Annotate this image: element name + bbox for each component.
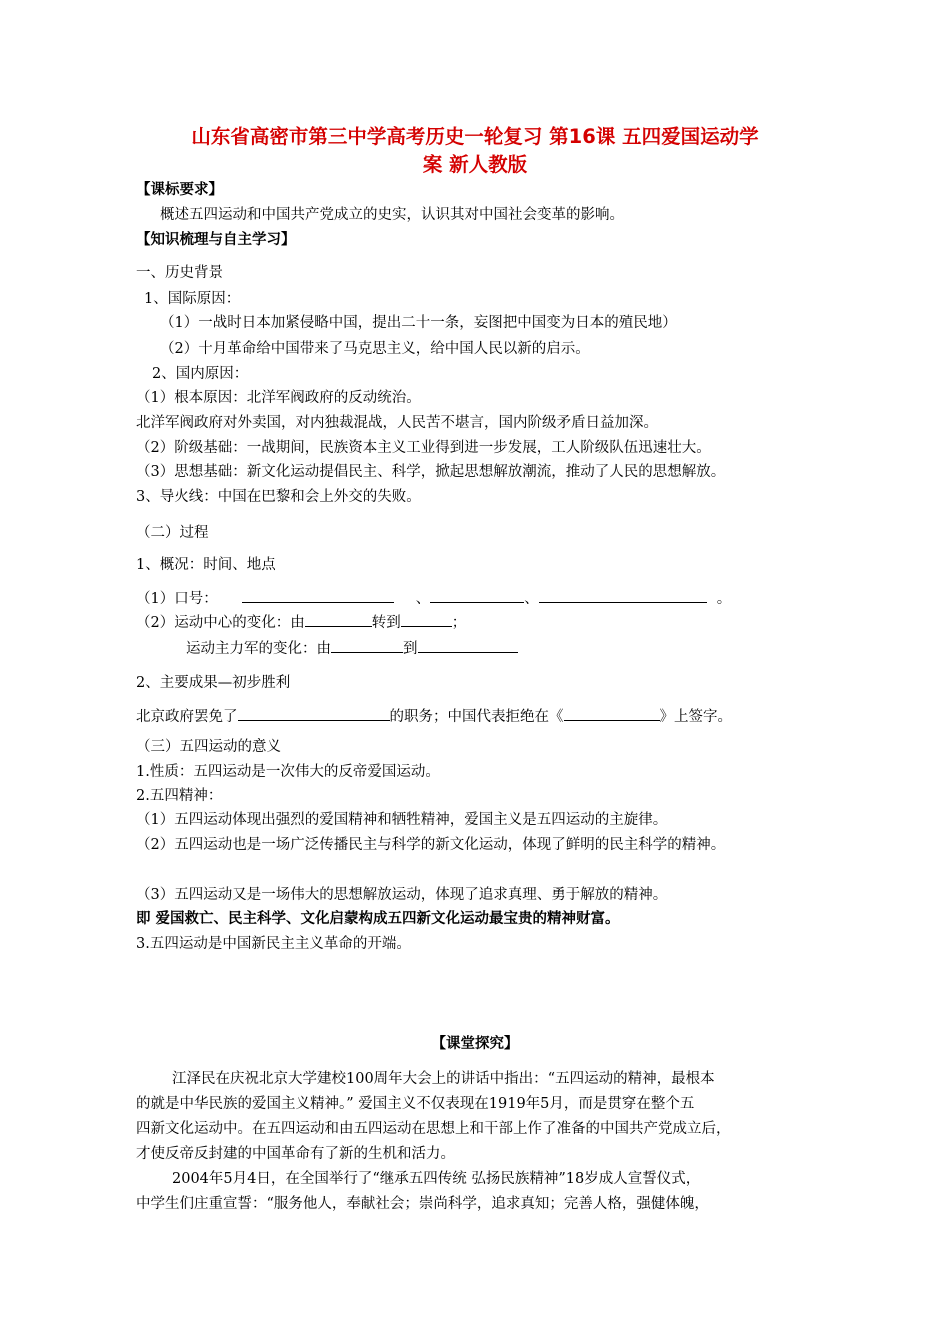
center-blank-2[interactable] [401,612,452,627]
para2-line-1: 2004年5月4日，在全国举行了“继承五四传统 弘扬民族精神”18岁成人宣誓仪式， [172,1171,701,1187]
meaning-title: （三）五四运动的意义 [136,739,281,755]
result-text-c: 》上签字。 [659,709,732,725]
para1-line-1: 江泽民在庆祝北京大学建校100周年大会上的讲话中指出：“五四运动的精神，最根本 [172,1071,715,1087]
spirit-bold-summary: 即 爱国救亡、民主科学、文化启蒙构成五四新文化运动最宝贵的精神财富。 [136,910,620,927]
slogan-sep-1: 、 [415,591,431,607]
center-end: ； [451,615,467,631]
center-change-row [136,612,466,633]
overview-text: 1、概况：时间、地点 [136,557,276,573]
intl-reason-1: （1）一战时日本加紧侵略中国，提出二十一条，妄图把中国变为日本的殖民地） [160,315,677,331]
explore-header: 【课堂探究】 [431,1035,519,1052]
para1-line-3: 四新文化运动中。在五四运动和由五四运动在思想上和干部上作了准备的中国共产党成立后， [136,1121,731,1137]
intl-reason-title: 1、国际原因： [144,291,241,307]
domestic-reason-title: 2、国内原因： [152,366,249,382]
center-to: 转到 [371,615,401,631]
spirit-3: （3）五四运动又是一场伟大的思想解放运动，体现了追求真理、勇于解放的精神。 [136,887,668,903]
slogan-row [136,588,731,609]
slogan-label: （1）口号： [136,591,218,607]
study-header: 【知识梳理与自主学习】 [136,231,296,248]
standard-text: 概述五四运动和中国共产党成立的史实，认识其对中国社会变革的影响。 [160,207,624,223]
center-label: （2）运动中心的变化：由 [136,615,305,631]
result-text-b: 的职务；中国代表拒绝在《 [389,709,564,725]
result-blank-2[interactable] [564,706,660,721]
domestic-reason-2: （2）阶级基础：一战期间，民族资本主义工业得到进一步发展，工人阶级队伍迅速壮大。 [136,440,711,456]
spirit-2: （2）五四运动也是一场广泛传播民主与科学的新文化运动，体现了鲜明的民主科学的精神。 [136,837,726,853]
force-label: 运动主力军的变化：由 [186,641,331,657]
slogan-end: 。 [716,591,732,607]
force-to: 到 [403,641,418,657]
title-line-1: 山东省高密市第三中学高考历史一轮复习 第16课 五四爱国运动学 [191,125,759,148]
para1-line-2: 的就是中华民族的爱国主义精神。” 爱国主义不仅表现在1919年5月，而是贯穿在整个五 [136,1096,695,1112]
result-row [136,706,732,727]
domestic-reason-3: （3）思想基础：新文化运动提倡民主、科学，掀起思想解放潮流，推动了人民的思想解放。 [136,464,726,480]
domestic-reason-1b: 北洋军阀政府对外卖国，对内独裁混战，人民苦不堪言，国内阶级矛盾日益加深。 [136,415,658,431]
force-change-row [186,638,518,659]
fuse-text: 3、导火线：中国在巴黎和会上外交的失败。 [136,489,421,505]
spirit-1: （1）五四运动体现出强烈的爱国精神和牺牲精神，爱国主义是五四运动的主旋律。 [136,812,668,828]
process-title: （二）过程 [136,525,209,541]
start-text: 3.五四运动是中国新民主主义革命的开端。 [136,936,411,952]
result-text-a: 北京政府罢免了 [136,709,238,725]
title-line-2: 案 新人教版 [422,153,528,176]
para2-line-2: 中学生们庄重宣誓：“服务他人，奉献社会；崇尚科学，追求真知；完善人格，强健体魄， [136,1196,709,1212]
intl-reason-2: （2）十月革命给中国带来了马克思主义，给中国人民以新的启示。 [160,341,590,357]
standard-header: 【课标要求】 [136,181,223,198]
center-blank-1[interactable] [305,612,372,627]
document-title [120,123,830,179]
result-blank-1[interactable] [238,706,390,721]
result-title: 2、主要成果—初步胜利 [136,675,291,691]
slogan-sep-2: 、 [524,591,539,607]
spirit-title: 2.五四精神： [136,788,223,804]
para1-line-4: 才使反帝反封建的中国革命有了新的生机和活力。 [136,1146,455,1162]
slogan-blank-3[interactable] [539,588,707,603]
force-blank-2[interactable] [418,638,518,653]
slogan-blank-1[interactable] [242,588,394,603]
domestic-reason-1: （1）根本原因：北洋军阀政府的反动统治。 [136,390,421,406]
nature-text: 1.性质：五四运动是一次伟大的反帝爱国运动。 [136,764,440,780]
force-blank-1[interactable] [331,638,403,653]
background-title: 一、历史背景 [136,265,223,281]
slogan-blank-2[interactable] [430,588,524,603]
